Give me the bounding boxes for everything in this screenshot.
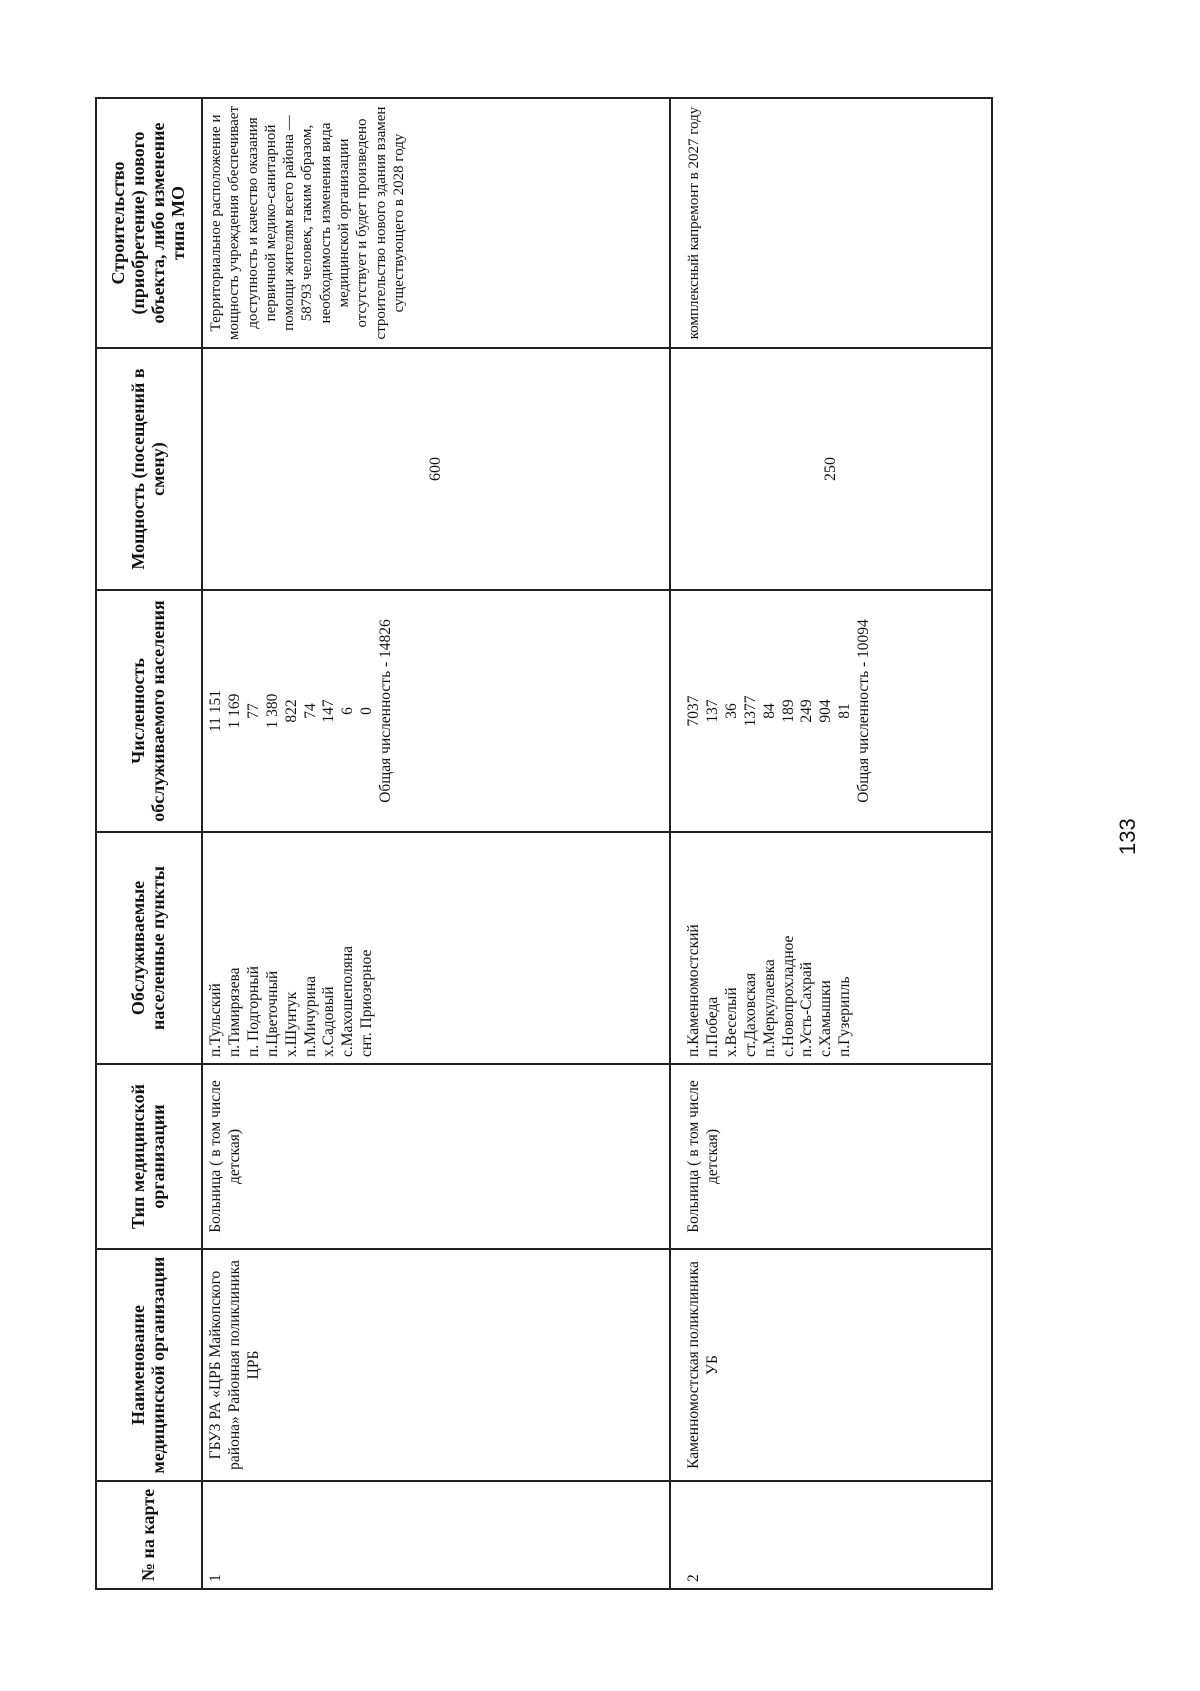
header-org-type: Тип медицинской организации <box>96 1064 202 1249</box>
settlement-item: п.Усть-Сахрай <box>798 961 816 1057</box>
settlement-item: п.Каменномостский <box>685 924 702 1057</box>
table-row <box>202 98 670 1589</box>
construction-text: комплексный капремонт в 2027 году <box>686 106 702 340</box>
header-population: Численность обслуживаемого населения <box>96 590 202 832</box>
settlement-item: с.Махошеполяна <box>339 945 357 1057</box>
capacity-value: 600 <box>427 457 445 481</box>
header-row <box>96 98 202 1589</box>
settlement-item: п.Меркулаевка <box>760 959 778 1057</box>
population-value: 1377 <box>741 695 759 727</box>
map-number: 1 <box>207 1574 224 1582</box>
population-value: 1 169 <box>225 693 243 729</box>
population-value: 904 <box>817 699 835 723</box>
population-value: 0 <box>358 707 376 715</box>
page-number: 133 <box>1115 818 1140 855</box>
org-name: Каменномостская поликлиника УБ <box>685 1261 721 1469</box>
construction-text: Территориальное расположение и мощность учреждения обеспечивает доступность и качество оказания первичной медико-санитарной помощи жителям всего района — 58793 человек, таким образом, необходимость изменения вида медицинской организации отсутствует и будет произведено строительство нового здания взамен существующего в 2028 году <box>208 105 407 341</box>
map-number: 2 <box>685 1574 702 1582</box>
medical-organizations-table <box>95 97 993 1590</box>
settlement-item: х.Садовый <box>320 986 338 1057</box>
header-map-number: № на карте <box>96 1481 202 1589</box>
population-value: 137 <box>703 699 721 723</box>
header-org-name: Наименование медицинской организации <box>96 1249 202 1481</box>
population-value: 11 151 <box>207 689 224 733</box>
header-construction: Строительство (приобретение) нового объекта, либо изменение типа МО <box>96 98 202 348</box>
settlement-item: п. Подгорный <box>244 966 262 1057</box>
org-name-cell <box>202 1249 670 1481</box>
population-value: 81 <box>836 703 854 719</box>
population-value: 84 <box>760 703 778 719</box>
capacity-cell <box>670 348 992 590</box>
population-value: 249 <box>798 699 816 723</box>
settlement-item: п.Тульский <box>207 983 224 1057</box>
population-value: 189 <box>779 699 797 723</box>
settlement-item: п.Мичурина <box>301 975 319 1057</box>
org-name: ГБУЗ РА «ЦРБ Майкопского района» Районная поликлиника ЦРБ <box>207 1260 262 1470</box>
population-cell <box>202 590 670 832</box>
construction-cell <box>670 98 992 348</box>
population-value: 74 <box>301 703 319 719</box>
construction-cell <box>202 98 670 348</box>
capacity-value: 250 <box>822 457 840 481</box>
org-name-cell <box>670 1249 992 1481</box>
map-number-cell <box>202 1481 670 1589</box>
org-type: Больница ( в том числе детская) <box>685 1080 721 1233</box>
settlements-cell <box>202 832 670 1064</box>
capacity-cell <box>202 348 670 590</box>
population-value: 36 <box>722 703 740 719</box>
population-total: Общая численность - 10094 <box>855 619 873 803</box>
settlement-item: п.Победа <box>703 996 721 1057</box>
header-capacity: Мощность (посещений в смену) <box>96 348 202 590</box>
population-cell <box>670 590 992 832</box>
settlement-item: х.Шунтук <box>282 991 300 1057</box>
settlement-item: п.Цветочный <box>263 970 281 1057</box>
rotated-table-sheet <box>95 99 965 1590</box>
settlements-cell <box>670 832 992 1064</box>
org-type-cell <box>670 1064 992 1249</box>
settlement-item: х.Веселый <box>722 987 740 1057</box>
settlement-item: с.Новопрохладное <box>779 935 797 1057</box>
settlement-item: ст.Даховская <box>741 972 759 1057</box>
settlement-item: п.Тимирязева <box>225 967 243 1057</box>
table-row <box>670 98 992 1589</box>
population-value: 1 380 <box>263 693 281 729</box>
header-settlements: Обслуживаемые населенные пункты <box>96 832 202 1064</box>
population-value: 822 <box>282 699 300 723</box>
org-type: Больница ( в том числе детская) <box>207 1080 243 1233</box>
settlement-item: снт. Приозерное <box>358 949 376 1057</box>
population-value: 147 <box>320 699 338 723</box>
population-total: Общая численность - 14826 <box>377 619 395 803</box>
settlement-item: п.Гузерипль <box>836 976 854 1057</box>
population-value: 7037 <box>685 695 702 727</box>
settlement-item: с.Хамышки <box>817 980 835 1057</box>
map-number-cell <box>670 1481 992 1589</box>
population-value: 77 <box>244 703 262 719</box>
population-value: 6 <box>339 707 357 715</box>
org-type-cell <box>202 1064 670 1249</box>
